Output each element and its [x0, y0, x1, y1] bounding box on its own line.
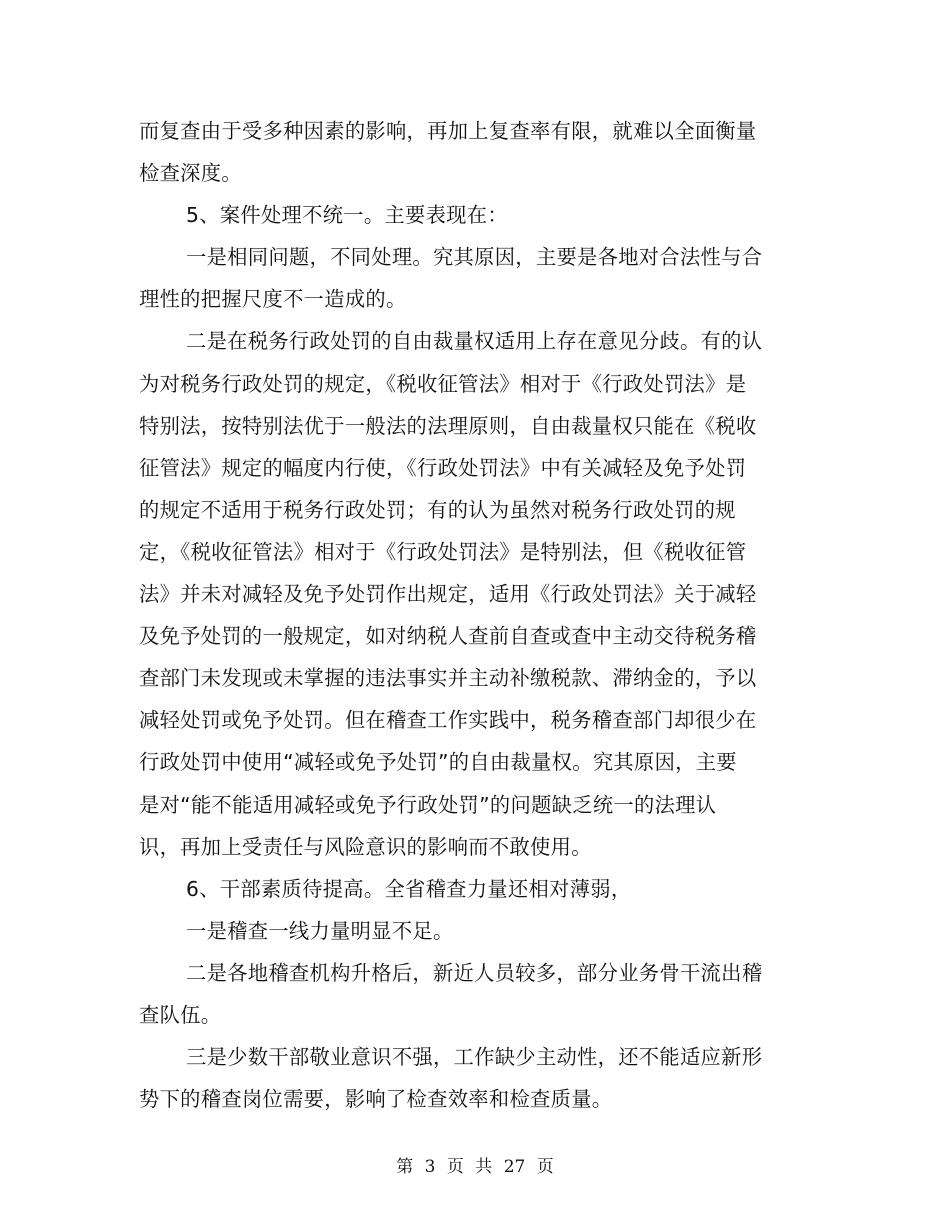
text-line: 势下的稽查岗位需要，影响了检查效率和检查质量。: [139, 1087, 613, 1112]
text-line: 为对税务行政处罚的规定，《税收征管法》相对于《行政处罚法》是: [139, 371, 747, 396]
text-line: 三是少数干部敬业意识不强，工作缺少主动性，还不能适应新形: [186, 1045, 763, 1070]
text-line: 特别法，按特别法优于一般法的法理原则，自由裁量权只能在《税收: [139, 413, 757, 438]
text-line: 二是各地稽查机构升格后，新近人员较多，部分业务骨干流出稽: [186, 960, 763, 985]
body-text: [139, 110, 763, 1120]
text-line: 查部门未发现或未掌握的违法事实并主动补缴税款、滞纳金的，予以: [139, 666, 757, 691]
text-line: 的规定不适用于税务行政处罚；有的认为虽然对税务行政处罚的规: [139, 497, 736, 522]
text-line: 法》并未对减轻及免予处罚作出规定，适用《行政处罚法》关于减轻: [139, 582, 757, 607]
text-line: 行政处罚中使用“减轻或免予处罚”的自由裁量权。究其原因，主要: [139, 750, 737, 775]
text-line: 而复查由于受多种因素的影响，再加上复查率有限，就难以全面衡量: [139, 119, 757, 143]
text-line: 识，再加上受责任与风险意识的影响而不敢使用。: [139, 834, 592, 859]
text-line: 定，《税收征管法》相对于《行政处罚法》是特别法，但《税收征管: [139, 539, 747, 564]
text-line: 及免予处罚的一般规定，如对纳税人查前自查或查中主动交待税务稽: [139, 624, 757, 649]
text-line: 6、干部素质待提高。全省稽查力量还相对薄弱，: [186, 876, 632, 901]
text-line: 减轻处罚或免予处罚。但在稽查工作实践中，税务稽查部门却很少在: [139, 708, 757, 733]
text-line: 检查深度。: [139, 161, 242, 186]
page-footer: 第 3 页 共 27 页: [396, 1157, 554, 1177]
text-line: 理性的把握尺度不一造成的。: [139, 287, 407, 312]
text-line: 查队伍。: [139, 1002, 222, 1027]
text-line: 征管法》规定的幅度内行使，《行政处罚法》中有关减轻及免予处罚: [139, 455, 747, 480]
text-line: 二是在税务行政处罚的自由裁量权适用上存在意见分歧。有的认: [186, 329, 763, 354]
text-line: 一是稽查一线力量明显不足。: [186, 918, 454, 943]
text-line: 5、案件处理不统一。主要表现在：: [186, 203, 508, 228]
text-line: 是对“能不能适用减轻或免予行政处罚”的问题缺乏统一的法理认: [139, 792, 717, 817]
text-line: 一是相同问题，不同处理。究其原因，主要是各地对合法性与合: [186, 245, 763, 270]
